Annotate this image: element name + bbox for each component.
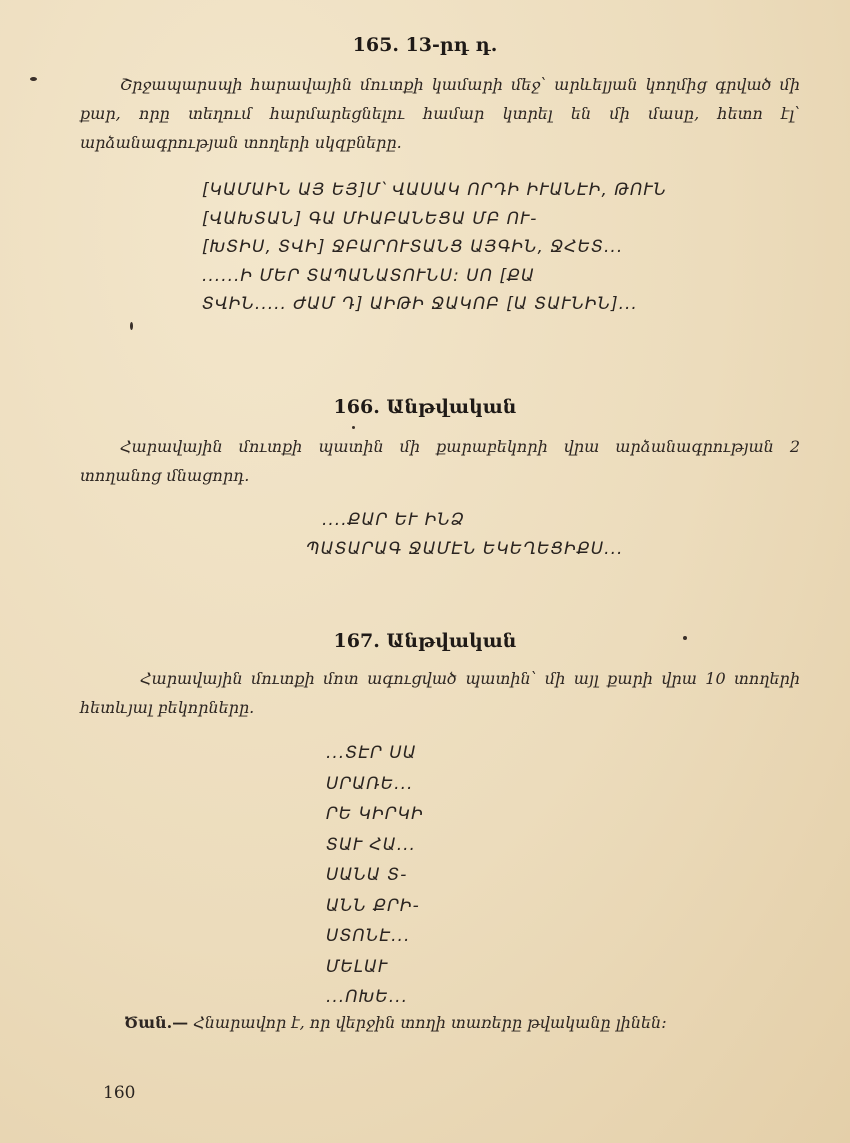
entry-title-167: 167. Անթվական [333,630,517,652]
inscription-line: ՄԵԼԱՒ [326,956,389,977]
inscription-line: ՍԱՆԱ Տ- [326,865,408,885]
inscription-line: ....ՔԱՐ ԵՒ ԻՆՁ [322,510,465,530]
page-number: 160 [103,1083,136,1103]
print-speck [130,322,133,330]
print-speck [30,77,37,81]
entry-title-165: 165. 13-րդ դ. [352,34,498,56]
inscription-line: ՍՏՈՆԷ... [326,926,411,946]
inscription-166 [306,506,624,563]
inscription-165 [202,176,667,319]
inscription-line: ՏԱՒ ՀԱ... [326,834,416,855]
entry-title-166: 166. Անթվական [333,396,517,418]
inscription-line: ՏՎԻՆ..... ԺԱՄ Դ] ԱԻԹԻ ՋԱԿՈԲ [Ա ՏԱՒՆԻՆ]... [202,294,638,314]
inscription-line: ......Ի ՄԵՐ ՏԱՊԱՆԱՏՈՒՆՍ: ՍՈ [ՔԱ [202,265,536,286]
entry-description-167: Հարավային մուտքի մոտ ագուցված պատին՝ մի այլ քարի վրա 10 տողերի հետևյալ բեկորները. [80,669,800,717]
inscription-line: ԱՆՆ ՔՐԻ- [326,895,420,916]
inscription-line: ՊԱՏԱՐԱԳ ՋԱՄԷՆ ԵԿԵՂԵՑԻՔՍ... [306,538,624,559]
inscription-line: ...ՈԽԵ... [326,987,408,1007]
inscription-line: ՐԵ ԿԻՐԿԻ [326,804,424,824]
footnote [80,1008,800,1037]
entry-description-165: Շրջապարսպի հարավային մուտքի կամարի մեջ՝ արևելյան կողմից գրված մի քար, որը տեղում հարմարեցնելու համար կտրել են մի մասը, հետո էլ՝ արձանագրության տողերի սկզբները. [80,75,800,152]
inscription-line: [ԿԱՄԱԻՆ ԱՅ ԵՅ]Մ՝ ՎԱՍԱԿ ՈՐԴԻ ԻՒԱՆԷԻ, ԹՈՒՆ [202,180,667,200]
inscription-line: [ԽՏԻՍ, ՏՎԻ] ՋԲԱՐՈՒՏԱՆՑ ԱՅԳԻՆ, ՋՀԵՏ... [202,237,624,257]
footnote-label: Ծան.— [124,1013,189,1032]
inscription-167 [326,738,424,1013]
inscription-line: ...ՏԷՐ ՍԱ [326,743,417,763]
entry-description-166: Հարավային մուտքի պատին մի քարաբեկորի վրա արձանագրության 2 տողանոց մնացորդ. [80,437,800,485]
print-speck [352,426,355,429]
print-speck [683,636,687,640]
footnote-text: Հնարավոր է, որ վերջին տողի տառերը թվականը լինեն։ [193,1013,667,1032]
inscription-line: ՍՐԱՌԵ... [326,773,414,794]
inscription-line: [ՎԱԽՏԱՆ] ԳԱ ՄԻԱԲԱՆԵՑԱ ՄԲ ՈՒ- [202,208,538,229]
